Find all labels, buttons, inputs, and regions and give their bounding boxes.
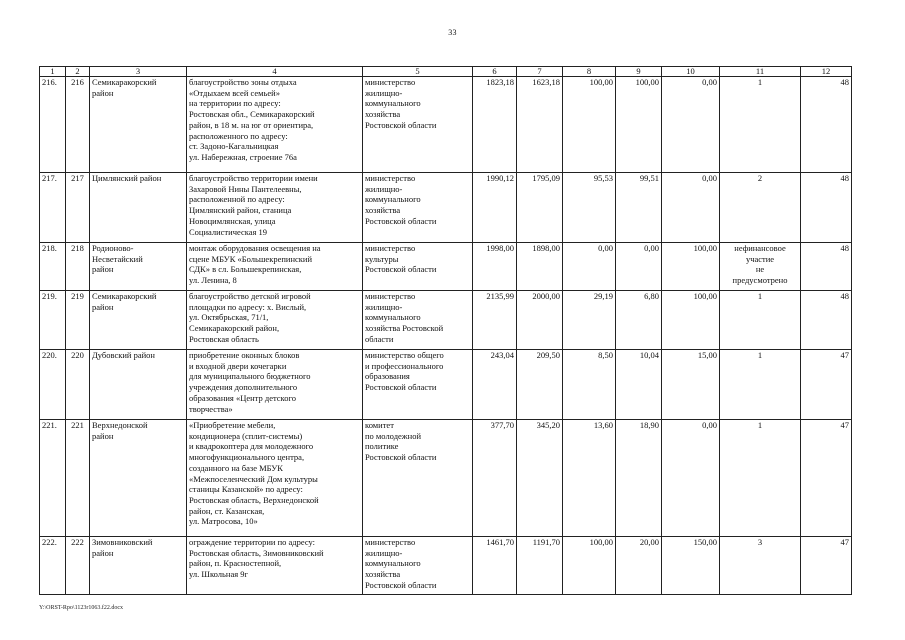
- value-cell: нефинансовое участие не предусмотрено: [720, 243, 801, 291]
- value-cell: 47: [801, 537, 852, 595]
- value-cell: 13,60: [563, 420, 616, 537]
- description-cell: ограждение территории по адресу: Ростовская область, Зимовниковский район, п. Красностепной, ул. Школьная 9г: [187, 537, 363, 595]
- row-number: 216.: [40, 77, 66, 173]
- table-row: [40, 350, 852, 420]
- value-cell: 1898,00: [517, 243, 563, 291]
- value-cell: 1: [720, 77, 801, 173]
- value-cell: 100,00: [616, 77, 662, 173]
- value-cell: 209,50: [517, 350, 563, 420]
- ministry-cell: министерство культуры Ростовской области: [363, 243, 473, 291]
- value-cell: 377,70: [473, 420, 517, 537]
- district-cell: Зимовниковский район: [90, 537, 187, 595]
- value-cell: 0,00: [616, 243, 662, 291]
- value-cell: 2135,99: [473, 291, 517, 350]
- table-row: [40, 77, 852, 173]
- value-cell: 18,90: [616, 420, 662, 537]
- row-id: 219: [66, 291, 90, 350]
- value-cell: 20,00: [616, 537, 662, 595]
- value-cell: 48: [801, 173, 852, 243]
- value-cell: 1623,18: [517, 77, 563, 173]
- row-number: 221.: [40, 420, 66, 537]
- value-cell: 2000,00: [517, 291, 563, 350]
- table-row: [40, 537, 852, 595]
- row-number: 219.: [40, 291, 66, 350]
- row-id: 220: [66, 350, 90, 420]
- row-number: 217.: [40, 173, 66, 243]
- row-id: 216: [66, 77, 90, 173]
- row-number: 218.: [40, 243, 66, 291]
- column-header: 7: [517, 67, 563, 77]
- value-cell: 1795,09: [517, 173, 563, 243]
- ministry-cell: министерство жилищно- коммунального хозяйства Ростовской области: [363, 173, 473, 243]
- row-id: 217: [66, 173, 90, 243]
- column-header: 3: [90, 67, 187, 77]
- description-cell: «Приобретение мебели, кондиционера (сплит-системы) и квадрокоптера для молодежного многофункционального центра, созданного на базе МБУК «Межпоселенческий Дом культуры станицы Казанской» по адресу: Ростовская область, Верхнедонской район, ст. Казанская, ул. Матросова, 10»: [187, 420, 363, 537]
- value-cell: 100,00: [662, 291, 720, 350]
- value-cell: 1990,12: [473, 173, 517, 243]
- description-cell: приобретение оконных блоков и входной двери кочегарки для муниципального бюджетного учреждения дополнительного образования «Центр детского творчества»: [187, 350, 363, 420]
- data-table: [39, 66, 852, 595]
- value-cell: 3: [720, 537, 801, 595]
- value-cell: 47: [801, 420, 852, 537]
- value-cell: 150,00: [662, 537, 720, 595]
- row-id: 221: [66, 420, 90, 537]
- description-cell: благоустройство зоны отдыха «Отдыхаем всей семьей» на территории по адресу: Ростовская обл., Семикаракорский район, в 18 м. на юг от ориентира, расположенного по адресу: ст. Задоно-Кагальницкая ул. Набережная, строение 76а: [187, 77, 363, 173]
- value-cell: 48: [801, 291, 852, 350]
- row-number: 222.: [40, 537, 66, 595]
- value-cell: 1: [720, 291, 801, 350]
- value-cell: 47: [801, 350, 852, 420]
- row-number: 220.: [40, 350, 66, 420]
- column-header: 12: [801, 67, 852, 77]
- district-cell: Верхнедонской район: [90, 420, 187, 537]
- column-header: 8: [563, 67, 616, 77]
- value-cell: 100,00: [662, 243, 720, 291]
- page-number: 33: [448, 28, 457, 37]
- value-cell: 10,04: [616, 350, 662, 420]
- description-cell: монтаж оборудования освещения на сцене МБУК «Большекрепинский СДК» в сл. Большекрепинская, ул. Ленина, 8: [187, 243, 363, 291]
- value-cell: 2: [720, 173, 801, 243]
- column-header: 11: [720, 67, 801, 77]
- district-cell: Семикаракорский район: [90, 291, 187, 350]
- description-cell: благоустройство детской игровой площадки по адресу: х. Вислый, ул. Октябрьская, 71/1, Семикаракорский район, Ростовская область: [187, 291, 363, 350]
- table-row: [40, 420, 852, 537]
- value-cell: 1: [720, 420, 801, 537]
- column-header: 4: [187, 67, 363, 77]
- value-cell: 1191,70: [517, 537, 563, 595]
- value-cell: 6,80: [616, 291, 662, 350]
- value-cell: 48: [801, 77, 852, 173]
- value-cell: 100,00: [563, 77, 616, 173]
- value-cell: 95,53: [563, 173, 616, 243]
- value-cell: 0,00: [662, 173, 720, 243]
- ministry-cell: комитет по молодежной политике Ростовской области: [363, 420, 473, 537]
- value-cell: 99,51: [616, 173, 662, 243]
- table-row: [40, 243, 852, 291]
- description-cell: благоустройство территории имени Захаровой Нины Пантелеевны, расположенной по адресу: Цимлянский район, станица Новоцимлянская, улица Социалистическая 19: [187, 173, 363, 243]
- value-cell: 48: [801, 243, 852, 291]
- value-cell: 15,00: [662, 350, 720, 420]
- value-cell: 0,00: [662, 77, 720, 173]
- column-header: 6: [473, 67, 517, 77]
- ministry-cell: министерство общего и профессионального образования Ростовской области: [363, 350, 473, 420]
- district-cell: Дубовский район: [90, 350, 187, 420]
- district-cell: Родионово- Несветайский район: [90, 243, 187, 291]
- value-cell: 0,00: [563, 243, 616, 291]
- header-row: [40, 67, 852, 77]
- table-row: [40, 173, 852, 243]
- value-cell: 345,20: [517, 420, 563, 537]
- ministry-cell: министерство жилищно- коммунального хозяйства Ростовской области: [363, 77, 473, 173]
- district-cell: Семикаракорский район: [90, 77, 187, 173]
- value-cell: 1998,00: [473, 243, 517, 291]
- column-header: 9: [616, 67, 662, 77]
- value-cell: 1823,18: [473, 77, 517, 173]
- column-header: 2: [66, 67, 90, 77]
- column-header: 10: [662, 67, 720, 77]
- value-cell: 243,04: [473, 350, 517, 420]
- value-cell: 29,19: [563, 291, 616, 350]
- column-header: 5: [363, 67, 473, 77]
- ministry-cell: министерство жилищно- коммунального хозяйства Ростовской области: [363, 537, 473, 595]
- value-cell: 8,50: [563, 350, 616, 420]
- value-cell: 1461,70: [473, 537, 517, 595]
- column-header: 1: [40, 67, 66, 77]
- row-id: 218: [66, 243, 90, 291]
- value-cell: 1: [720, 350, 801, 420]
- table-row: [40, 291, 852, 350]
- footer-file-path: Y:\ORST-Rpo\1123r1063.f22.docx: [39, 605, 124, 611]
- ministry-cell: министерство жилищно- коммунального хозяйства Ростовской области: [363, 291, 473, 350]
- value-cell: 100,00: [563, 537, 616, 595]
- district-cell: Цимлянский район: [90, 173, 187, 243]
- row-id: 222: [66, 537, 90, 595]
- value-cell: 0,00: [662, 420, 720, 537]
